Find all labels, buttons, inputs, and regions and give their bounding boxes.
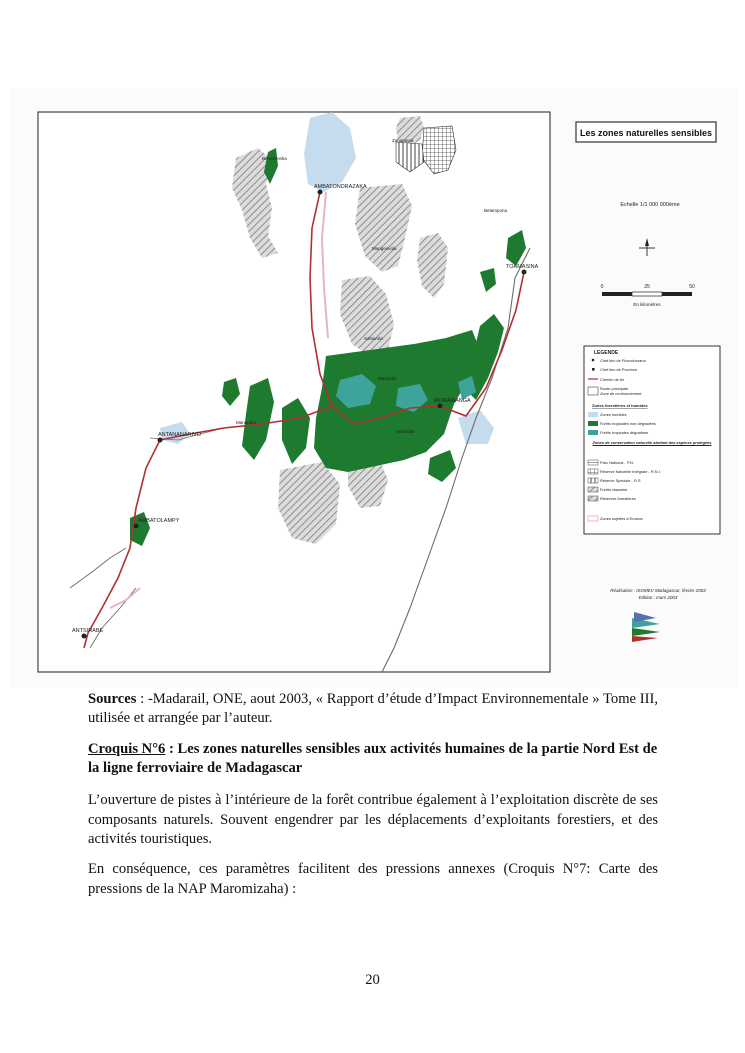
map-credit: Réalisation : ISOMEV Madagascar, février 2003 [610, 588, 706, 593]
svg-text:Zone de contournement: Zone de contournement [600, 391, 642, 396]
svg-text:Chef lieu de Fivondronana: Chef lieu de Fivondronana [600, 358, 646, 363]
place-label: Mantadia [378, 376, 397, 381]
svg-text:Réserve Spéciale - R.S.: Réserve Spéciale - R.S. [600, 478, 642, 483]
city-label: ANTSIRABE [72, 628, 104, 634]
svg-text:En kilomètres: En kilomètres [633, 302, 661, 307]
place-label: Sahavola [364, 336, 383, 341]
place-label: Betampona [484, 208, 508, 213]
sources-note [88, 690, 658, 728]
svg-text:Forêts tropicales non dégradée: Forêts tropicales non dégradées [600, 421, 656, 426]
caption-body: : Les zones naturelles sensibles aux activités humaines de la partie Nord Est de la ligne ferroviaire de Madagascar [88, 741, 658, 776]
svg-text:Chemin de fer: Chemin de fer [600, 377, 625, 382]
svg-text:Parc National - P.N.: Parc National - P.N. [600, 460, 634, 465]
paragraph-2: En conséquence, ces paramètres facilitent des pressions annexes (Croquis N°7: Carte des pressions de la NAP Maromizaha) : [88, 861, 658, 897]
svg-text:Route principale: Route principale [600, 386, 629, 391]
caption-lead: Croquis N°6 [88, 741, 166, 757]
place-label: Bemanevika [262, 156, 287, 161]
svg-text:Forêts classées: Forêts classées [600, 487, 628, 492]
svg-text:25: 25 [644, 284, 650, 290]
figure-caption [88, 740, 658, 778]
svg-text:0: 0 [600, 284, 604, 290]
city-label: TOAMASINA [506, 264, 539, 270]
place-label: Mangerivola [372, 246, 397, 251]
svg-text:Chef lieu de Province: Chef lieu de Province [600, 367, 637, 372]
svg-text:Forêts tropicales dégradées: Forêts tropicales dégradées [600, 430, 649, 435]
svg-text:LEGENDE: LEGENDE [594, 350, 619, 356]
map-title: Les zones naturelles sensibles [579, 128, 713, 138]
map-figure [10, 88, 738, 688]
svg-text:Réserve Naturelle Intégrale -: Réserve Naturelle Intégrale - R.N.I. [600, 469, 661, 474]
map-svg [10, 88, 738, 688]
page-number: 20 [365, 972, 380, 988]
map-scale: Echelle 1/1 000 000ème [620, 202, 680, 208]
sources-body: : -Madarail, ONE, aout 2003, « Rapport d’étude d’Impact Environnementale » Tome III, utilisée et arrangée par l’auteur. [88, 691, 658, 726]
place-label: Zahamena [392, 138, 414, 143]
paragraph-1: L’ouverture de pistes à l’intérieure de la forêt contribue également à l’exploitation discrète de ses composants naturels. Souvent engendrer par les déplacements d’exploitants forestiers, et des activités touristiques. [88, 792, 658, 847]
place-label: Mandraka [236, 420, 257, 425]
city-label: MORAMANGA [434, 398, 471, 404]
svg-text:Zones forestières et humides: Zones forestières et humides [592, 403, 648, 408]
city-label: ANTANANARIVO [158, 432, 201, 438]
city-label: AMBATONDRAZAKA [314, 184, 367, 190]
place-label: Andasibe [396, 429, 415, 434]
svg-text:50: 50 [689, 284, 695, 290]
svg-text:Réserves forestières: Réserves forestières [600, 496, 636, 501]
map-credit: Edition : mars 2003 [638, 595, 678, 600]
svg-text:Zones sujettes à Erosion: Zones sujettes à Erosion [600, 516, 643, 521]
city-label: AMBATOLAMPY [138, 518, 180, 524]
svg-text:Zones humides: Zones humides [600, 412, 627, 417]
sources-label: Sources [88, 691, 137, 707]
map-legend: LEGENDE Chef lieu de Fivondronana Chef lieu de Province Chemin de fer Route principale Zone de contournement Zones forestières et humides Zones humides Forêts tropicales non dégradées Forêts tropicales dégradées Zones de conservation naturelle abritant des espèces protégées Parc National - P.N. Réserve Naturelle Intégrale - R.N.I. Réserve Spéciale - R.S. Forêts classées Réserves forestières Zones sujettes à Erosion [584, 346, 720, 534]
